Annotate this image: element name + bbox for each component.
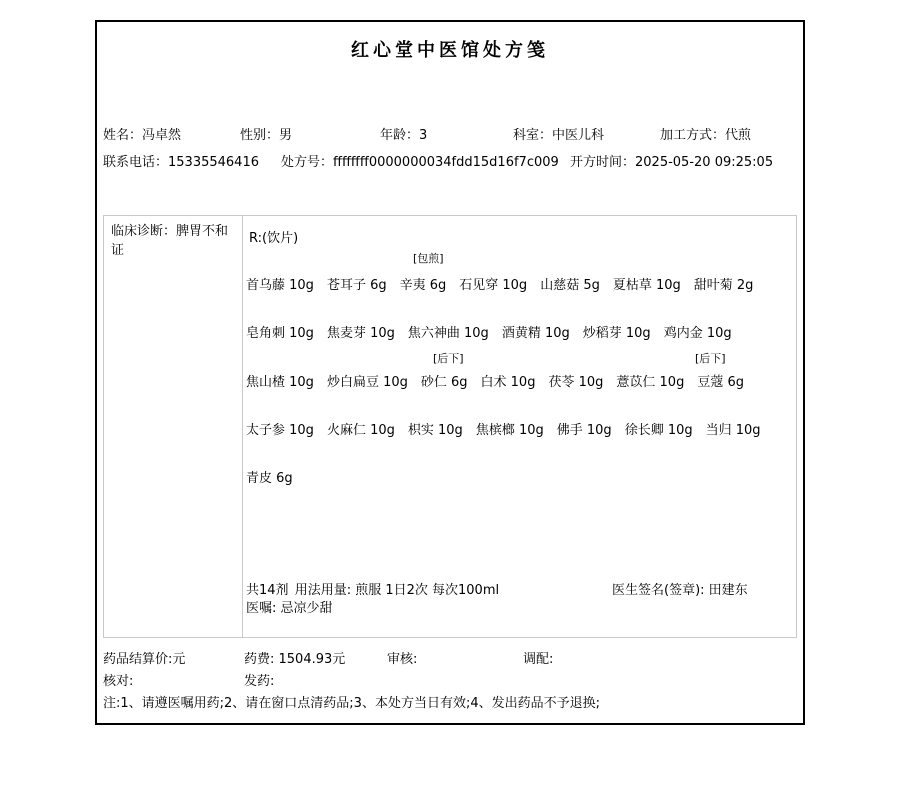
doctor-signature-label: 医生签名(签章): (612, 583, 709, 598)
herb-item: 太子参 10g (246, 423, 314, 438)
herb-row-2 (246, 322, 745, 341)
doctor-signature-field (612, 579, 748, 598)
herb-item: 佛手 10g (556, 423, 612, 438)
gender-field (240, 124, 292, 143)
herb-item: 豆蔻 6g (697, 375, 744, 390)
age-value: 3 (419, 128, 428, 143)
herb-item: 炒白扁豆 10g (326, 375, 408, 390)
herb-item: 焦六神曲 10g (407, 326, 489, 341)
herb-row-4 (246, 419, 774, 438)
page-title: 红心堂中医馆处方笺 (351, 40, 549, 61)
department-field (513, 124, 604, 143)
herb-item: 首乌藤 10g (246, 278, 314, 293)
processing-value: 代煎 (725, 128, 752, 143)
herb-row-3 (246, 371, 757, 390)
herb-item: 酒黄精 10g (501, 326, 570, 341)
fee-label: 药费: (244, 652, 279, 667)
herb-item: 苍耳子 6g (326, 278, 387, 293)
medical-advice-field (246, 597, 333, 616)
dosage-line (246, 579, 499, 598)
department-label: 科室： (513, 128, 553, 143)
herb-row-1 (246, 274, 766, 293)
issue-field (244, 670, 274, 689)
herb-item: 薏苡仁 10g (616, 375, 685, 390)
herb-item: 当归 10g (705, 423, 761, 438)
doctor-signature-value: 田建东 (708, 583, 748, 598)
herb-item: 炒稻芽 10g (582, 326, 651, 341)
note-text: 注:1、请遵医嘱用药;2、请在窗口点清药品;3、本处方当日有效;4、发出药品不予退换; (103, 696, 600, 711)
herb-item: 焦山楂 10g (246, 375, 314, 390)
patient-name-label: 姓名： (103, 128, 143, 143)
herb-item: 石见穿 10g (459, 278, 528, 293)
processing-method-field (660, 124, 751, 143)
herb-item: 火麻仁 10g (326, 423, 395, 438)
rx-number-value: ffffffff0000000034fdd15d16f7c009 (333, 155, 559, 170)
review-label: 审核: (387, 652, 418, 667)
age-field (380, 124, 427, 143)
settle-price-value: 元 (172, 652, 186, 667)
check-label: 核对: (103, 674, 134, 689)
herb-item: 青皮 6g (246, 471, 293, 486)
herb-item: 白术 10g (480, 375, 536, 390)
herb-item: 辛夷 6g (399, 278, 447, 293)
bag-decoct-annotation: [包煎] (413, 252, 444, 265)
issue-label: 发药: (244, 674, 275, 689)
phone-value: 15335546416 (168, 155, 259, 170)
check-field (103, 670, 133, 689)
dispense-field (523, 648, 553, 667)
department-value: 中医儿科 (552, 128, 605, 143)
dispense-label: 调配: (523, 652, 554, 667)
rx-number-field (281, 151, 559, 170)
fee-field (244, 648, 345, 667)
herb-row-5 (246, 467, 306, 486)
herb-item: 皂角刺 10g (246, 326, 314, 341)
herb-item: 夏枯草 10g (612, 278, 681, 293)
settle-price-field (103, 648, 185, 667)
herb-item: 枳实 10g (407, 423, 463, 438)
phone-label: 联系电话： (103, 155, 169, 170)
issue-time-field (570, 151, 773, 170)
diagnosis-value: 脾胃不和证 (111, 224, 229, 258)
herb-item: 山慈菇 5g (540, 278, 600, 293)
review-field (387, 648, 417, 667)
diagnosis-label: 临床诊断： (111, 224, 177, 239)
phone-field (103, 151, 259, 170)
herb-item: 焦麦芽 10g (326, 326, 395, 341)
herb-item: 鸡内金 10g (663, 326, 732, 341)
herb-item: 焦槟榔 10g (475, 423, 544, 438)
diagnosis-cell (104, 216, 243, 637)
herb-item: 茯苓 10g (548, 375, 604, 390)
medical-advice-value: 忌凉少甜 (280, 601, 333, 616)
total-doses: 共14剂 (246, 583, 289, 598)
add-later-annotation-1: [后下] (433, 352, 464, 365)
rx-header: R:(饮片) (249, 231, 299, 246)
herb-item: 徐长卿 10g (624, 423, 693, 438)
issue-time-label: 开方时间： (570, 155, 636, 170)
gender-label: 性别： (240, 128, 280, 143)
age-label: 年龄： (380, 128, 420, 143)
issue-time-value: 2025-05-20 09:25:05 (635, 155, 774, 170)
herb-item: 砂仁 6g (420, 375, 468, 390)
medical-advice-label: 医嘱: (246, 601, 281, 616)
processing-label: 加工方式： (660, 128, 726, 143)
rx-number-label: 处方号： (281, 155, 334, 170)
herb-item: 甜叶菊 2g (693, 278, 754, 293)
gender-value: 男 (279, 128, 293, 143)
patient-name-field (103, 124, 181, 143)
settle-price-label: 药品结算价: (103, 652, 173, 667)
usage-instructions: 用法用量: 煎服 1日2次 每次100ml (294, 583, 500, 598)
patient-name-value: 冯卓然 (142, 128, 182, 143)
fee-value: 1504.93元 (278, 652, 346, 667)
add-later-annotation-2: [后下] (695, 352, 726, 365)
